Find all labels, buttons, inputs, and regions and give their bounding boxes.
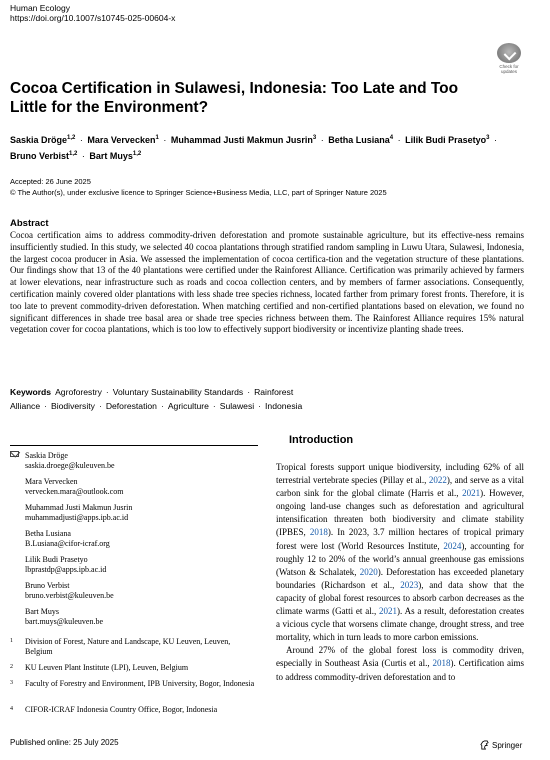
check-for-updates-badge[interactable] [493,43,525,73]
envelope-icon [10,451,19,457]
introduction-heading: Introduction [289,434,354,446]
contact-email[interactable]: B.Lusiana@cifor-icraf.org [25,539,110,548]
citation-link[interactable]: 2022 [428,475,447,486]
contact-name: Muhammad Justi Makmun Jusrin [25,503,133,512]
affiliation-text: Division of Forest, Nature and Landscape, KU Leuven, Leuven, Belgium [25,637,231,656]
author-affiliation-ref[interactable]: 4 [389,135,394,141]
doi-link[interactable]: https://doi.org/10.1007/s10745-025-00604-x [10,13,176,23]
affiliation-number: 2 [10,664,13,670]
corresponding-contact [25,555,255,575]
author-affiliation-ref[interactable]: 1,2 [132,151,142,157]
author-name: Bruno Verbist [10,151,70,161]
keyword: Voluntary Sustainability Standards [112,387,244,397]
check-for-updates-icon [497,43,521,63]
keyword: Agroforestry [55,387,102,397]
contact-name: Betha Lusiana [25,529,71,538]
author-affiliation-ref[interactable]: 1,2 [69,151,78,157]
author-name: Saskia Dröge [10,135,68,145]
keyword: Biodiversity [50,400,95,411]
affiliation-text: CIFOR-ICRAF Indonesia Country Office, Bogor, Indonesia [25,705,218,714]
corresponding-contact [25,503,255,523]
citation-link[interactable]: 2023 [400,579,419,590]
footnote-divider [10,445,258,446]
article-title: Cocoa Certification in Sulawesi, Indonesia: Too Late and Too Little for the Environment? [10,80,459,116]
keyword-separator: · [44,400,47,411]
keyword: Agriculture [167,400,209,411]
contact-email[interactable]: bart.muys@kuleuven.be [25,617,104,626]
author-affiliation-ref[interactable]: 1 [155,135,159,141]
intro-paragraph-2: Around 27% of the global forest loss is commodity driven, especially in Southeast Asia (Curtis et al., 2018). Certification aims to address commodity-driven deforestation and to [276,645,524,682]
keyword-separator: · [247,387,251,397]
abstract-heading: Abstract [10,218,49,229]
citation-link[interactable]: 2021 [379,606,398,617]
publisher-name: Springer [492,740,523,750]
corresponding-contact [25,529,255,549]
corresponding-contact [25,451,255,471]
author-affiliation-ref[interactable]: 3 [486,135,490,141]
affiliation-number: 1 [10,638,13,644]
contact-email[interactable]: bruno.verbist@kuleuven.be [25,591,114,600]
copyright-notice: © The Author(s), under exclusive licence to Springer Science+Business Media, LLC, part of Springer Nature 2025 [10,188,387,197]
corresponding-contact [25,581,255,601]
author-affiliation-ref[interactable]: 1,2 [67,135,76,141]
introduction-body [276,461,524,684]
author-name: Muhammad Justi Makmun Jusrin [170,135,313,145]
keyword: Rainforest Alliance [10,387,294,411]
keyword-separator: · [105,387,109,397]
affiliation-number: 4 [10,706,13,712]
contact-email[interactable]: vervecken.mara@outlook.com [25,487,124,496]
affiliation-text: KU Leuven Plant Institute (LPI), Leuven, Belgium [25,663,189,672]
contact-email[interactable]: muhammadjusti@apps.ipb.ac.id [25,513,129,522]
citation-link[interactable]: 2021 [462,488,481,499]
accepted-date: Accepted: 26 June 2025 [10,177,91,186]
keyword-separator: · [160,400,164,411]
contact-name: Bruno Verbist [25,581,70,590]
author-affiliation-ref[interactable]: 3 [312,135,317,141]
corresponding-contact [25,477,255,497]
keywords [10,386,524,413]
author-name: Mara Vervecken [87,135,156,145]
author-separator: · [79,135,83,145]
citation-link[interactable]: 2020 [359,566,378,577]
citation-link[interactable]: 2018 [432,658,451,669]
author-name: Lilik Budi Prasetyo [405,135,487,145]
keyword: Deforestation [105,400,157,411]
affiliation-text: Faculty of Forestry and Environment, IPB University, Bogor, Indonesia [25,679,255,688]
keyword: Indonesia [265,400,303,411]
affiliation-number: 3 [10,680,13,686]
contact-email[interactable]: saskia.droege@kuleuven.be [25,461,115,470]
corresponding-contact [25,607,255,627]
author-name: Bart Muys [89,151,133,161]
published-online-date: Published online: 25 July 2025 [10,738,119,747]
contact-name: Lilik Budi Prasetyo [25,555,88,564]
keyword-separator: · [258,400,262,411]
contact-name: Saskia Dröge [25,451,68,460]
keywords-heading: Keywords [10,387,52,397]
springer-horse-icon [480,740,489,750]
author-separator: · [81,151,85,161]
intro-paragraph-1: Tropical forests support unique biodiversity, including 62% of all terrestrial vertebrate species (Pillay et al., 2022), and serve as a vital carbon sink for the global climate (Harris et al., 2021). However, ongoing land-use changes such as deforestation and agricultural intensification threaten both biodiversity and climate stability (IPBES, 2018). In 2023, 3.7 million hectares of tropical primary forest were lost (World Resources Institute, 2024), accounting for roughly 12 to 20% of the world’s annual greenhouse gas emissions (Watson & Schalatek, 2020). Deforestation has exceeded planetary boundaries (Richardson et al., 2023), and data show that the capacity of global forest resources to absorb carbon decreases as the climate warms (Gatti et al., 2021). As a result, deforestation creates a vicious cycle that worsens climate change, drought stress, and tree mortality, which in turn leads to more carbon emissions. [276,462,525,643]
author-list [10,131,530,163]
keyword-separator: · [98,400,102,411]
check-for-updates-label: Check for updates [499,64,519,74]
author-separator: · [494,135,498,145]
journal-name: Human Ecology [10,3,71,13]
contact-name: Bart Muys [25,607,59,616]
contact-name: Mara Vervecken [25,477,78,486]
keyword: Sulawesi [219,400,255,411]
author-separator: · [320,135,324,145]
citation-link[interactable]: 2018 [309,527,328,538]
citation-link[interactable]: 2024 [443,540,462,551]
abstract-text: Cocoa certification aims to address commodity-driven deforestation and promote sustainable agriculture, but its effective-ness remains insufficiently studied. In this study, we selected 40 cocoa plantations through stratified random sampling in Luwu Utara, Sulawesi, Indonesia, the largest cocoa producer in Asia. We assessed the implementation of cocoa certifica-tion and the vegetation structure of these plantations. Our findings show that 13 of the 40 plantations were certified under the Rainforest Alliance. Certification was primarily achieved by farmers at lower elevations, near infrastructure such as roads and cocoa collection centers, and by members of farmer associations. Consequently, certification mainly covered older plantations with less shade tree species richness, located farther from primary forest fronts. Therefore, it is too late to prevent commodity-driven deforestation. When matching certified and non-certified plantations based on elevation, we found no significant differences in shade tree basal area or shade tree species richness between them. The Rainforest Alliance requires 15% natural vegetation cover for cocoa plantations, which is too low to effectively support biodiversity or incentivize planting shade trees. [10,230,524,335]
author-separator: · [163,135,167,145]
springer-logo[interactable] [480,740,522,750]
keyword-separator: · [212,400,216,411]
author-separator: · [397,135,401,145]
author-name: Betha Lusiana [328,135,390,145]
contact-email[interactable]: lbprastdp@apps.ipb.ac.id [25,565,107,574]
